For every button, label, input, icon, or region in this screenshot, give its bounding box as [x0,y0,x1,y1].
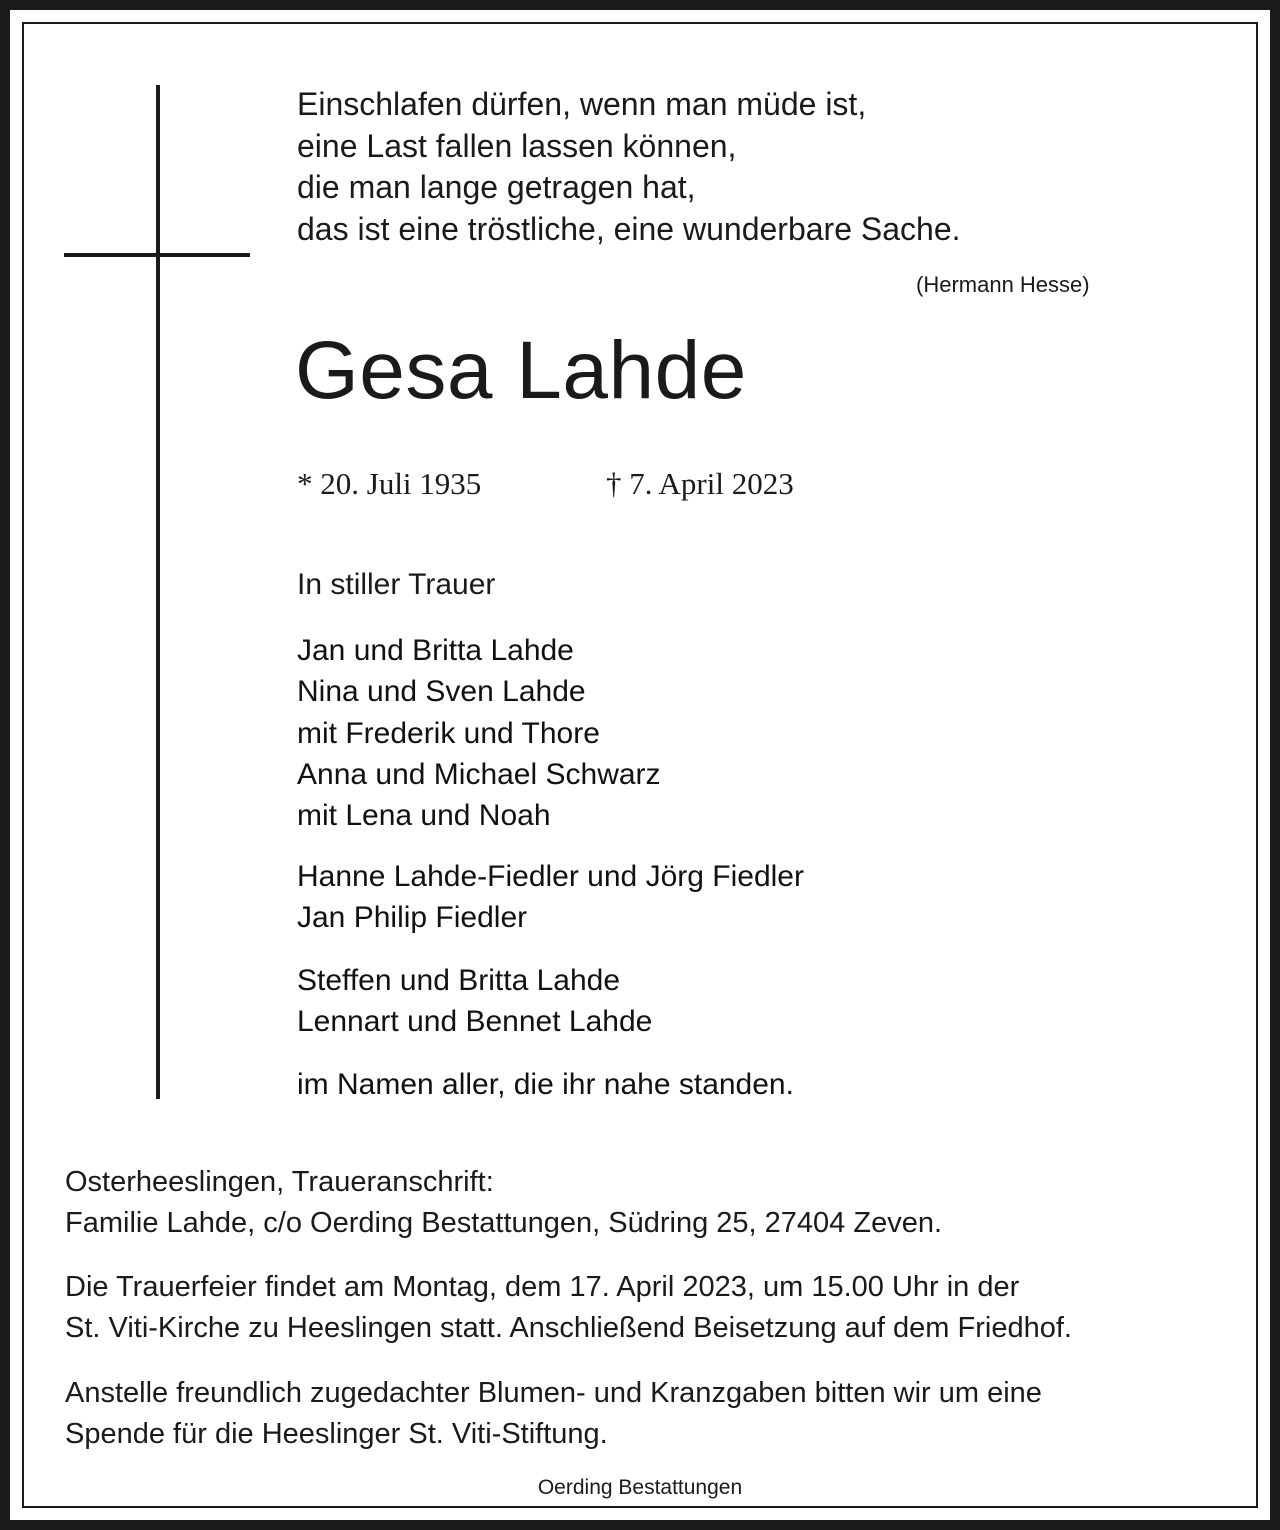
mourning-address [65,1162,942,1244]
mourner-line: im Namen aller, die ihr nahe standen. [297,1068,794,1101]
mourner-line: Anna und Michael Schwarz [297,757,661,791]
poem-line: Einschlafen dürfen, wenn man müde ist, [297,86,867,122]
poem-line: eine Last fallen lassen können, [297,127,737,164]
address-line: Familie Lahde, c/o Oerding Bestattungen, Südring 25, 27404 Zeven. [65,1207,943,1239]
donation-line: Spende für die Heeslinger St. Viti-Stiftung. [65,1418,608,1450]
poem [297,84,961,250]
poem-line: die man lange getragen hat, [297,169,696,205]
donation-notice [65,1373,1042,1455]
mourner-line: mit Lena und Noah [297,799,551,833]
poem-author: (Hermann Hesse) [916,272,1090,297]
mourner-line: Jan und Britta Lahde [297,634,574,667]
mourner-line: Nina und Sven Lahde [297,675,586,709]
cross-icon-vertical-bar [156,85,160,1099]
ceremony-line: Die Trauerfeier findet am Montag, dem 17. April 2023, um 15.00 Uhr in der [65,1271,1020,1303]
mourner-line: Lennart und Bennet Lahde [297,1005,653,1039]
mourner-group [297,1064,794,1105]
mourner-line: mit Frederik und Thore [297,716,600,750]
donation-line: Anstelle freundlich zugedachter Blumen- und Kranzgaben bitten wir um eine [65,1377,1042,1409]
mourner-line: Steffen und Britta Lahde [297,964,621,997]
address-line: Osterheeslingen, Traueranschrift: [65,1166,494,1198]
mourner-group [297,960,652,1043]
poem-line: das ist eine tröstliche, eine wunderbare Sache. [297,210,961,247]
deceased-name: Gesa Lahde [295,325,747,416]
funeral-home-credit: Oerding Bestattungen [537,1476,743,1499]
cross-icon-horizontal-bar [64,253,250,257]
mourner-line: Jan Philip Fiedler [297,901,528,935]
ceremony-line: St. Viti-Kirche zu Heeslingen statt. Anschließend Beisetzung auf dem Friedhof. [65,1312,1072,1344]
mourner-group [297,856,804,939]
death-date: † 7. April 2023 [606,466,794,501]
birth-date: * 20. Juli 1935 [297,466,482,501]
mourning-intro: In stiller Trauer [297,568,496,601]
mourner-group [297,630,661,836]
ceremony-notice [65,1267,1072,1349]
mourner-line: Hanne Lahde-Fiedler und Jörg Fiedler [297,860,804,893]
